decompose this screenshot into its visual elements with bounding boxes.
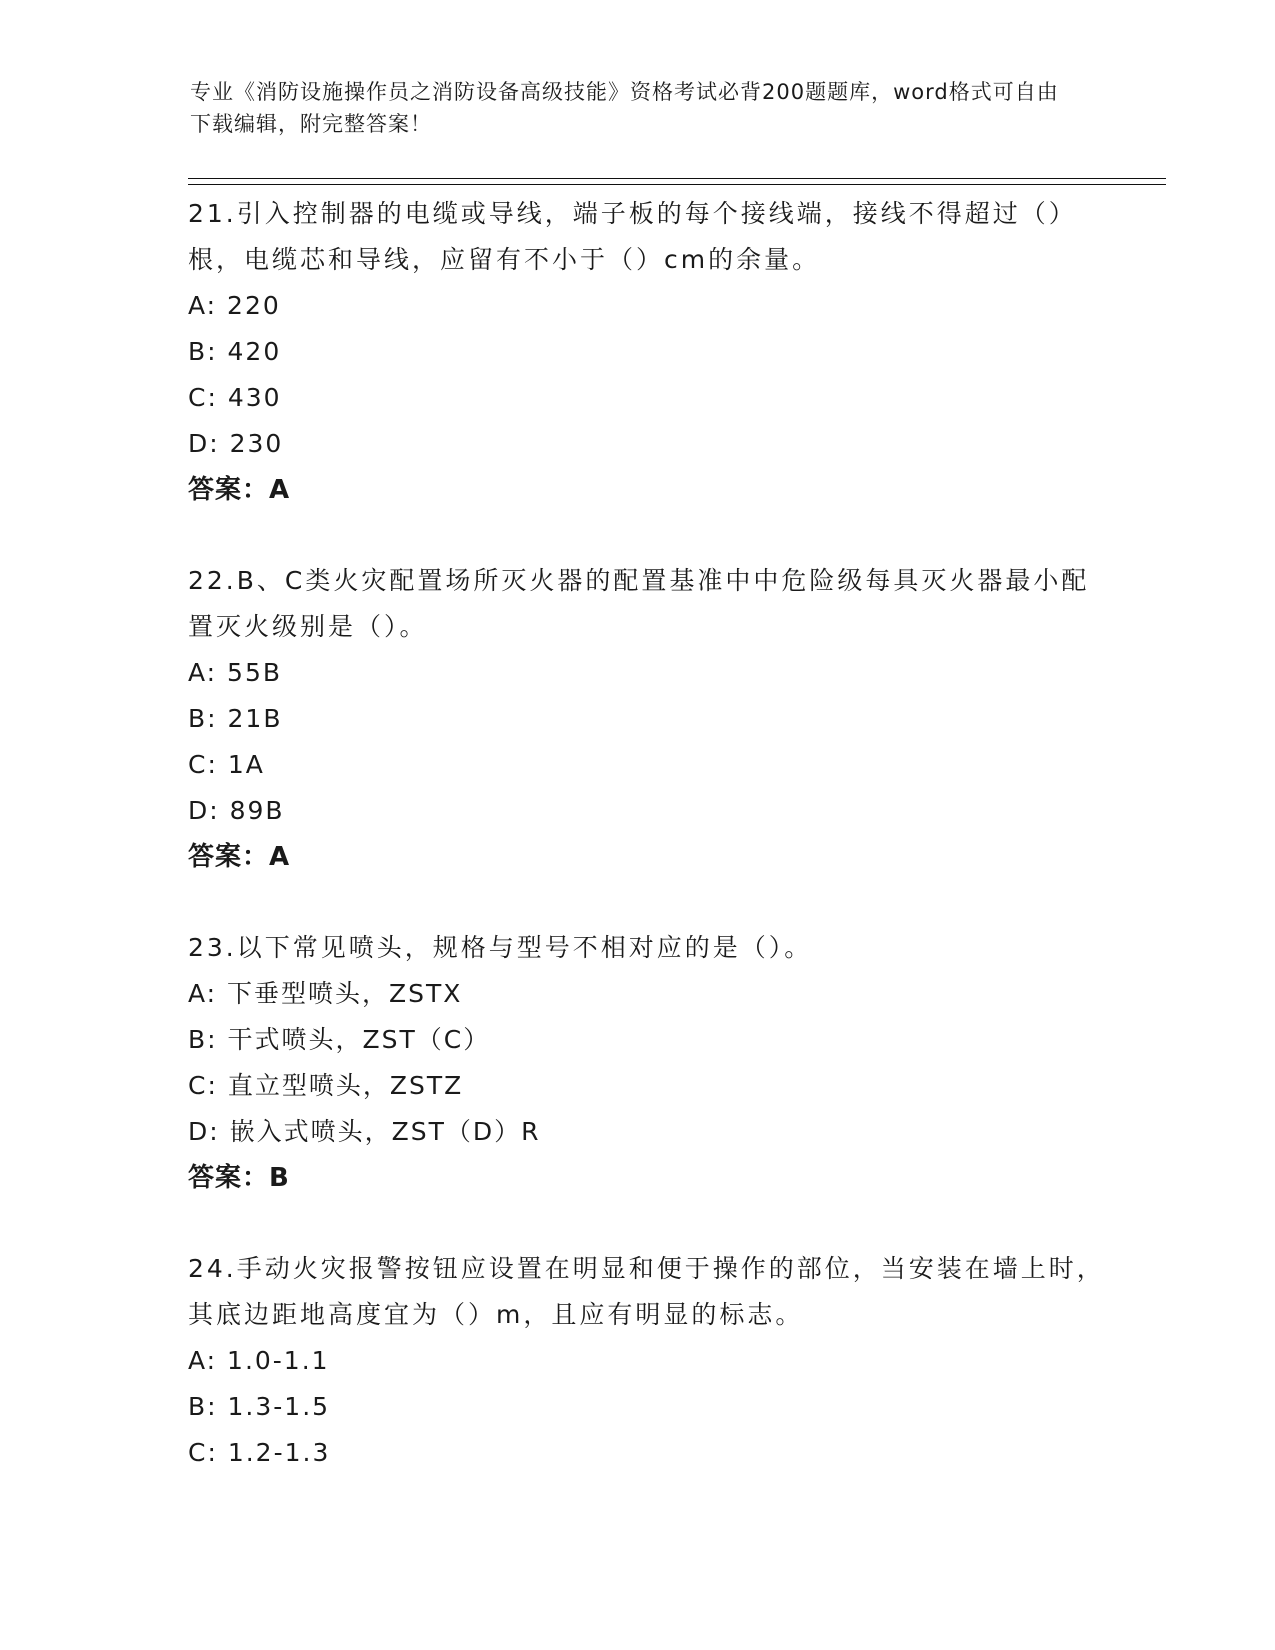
question-text: 24.手动火灾报警按钮应设置在明显和便于操作的部位，当安装在墙上时，其底边距地高度宜为（）m，且应有明显的标志。: [188, 1254, 1105, 1329]
option-c: C: 直立型喷头，ZSTZ: [188, 1071, 464, 1100]
option-d: D: 嵌入式喷头，ZST（D）R: [188, 1117, 541, 1146]
option-d: D: 230: [188, 429, 284, 458]
answer-value: B: [269, 1163, 290, 1193]
answer-line: [188, 834, 1108, 880]
answer-label: 答案：: [188, 475, 270, 505]
question-text: 23.以下常见喷头，规格与型号不相对应的是（）。: [188, 933, 813, 962]
option-a: A: 55B: [188, 658, 282, 687]
question-21: [188, 191, 1108, 513]
question-text: 21.引入控制器的电缆或导线，端子板的每个接线端，接线不得超过（）根，电缆芯和导线，应留有不小于（）cm的余量。: [188, 199, 1077, 274]
answer-line: [188, 467, 1108, 513]
option-a: A: 下垂型喷头，ZSTX: [188, 979, 463, 1008]
answer-label: 答案：: [188, 1163, 270, 1193]
header-divider-top: [188, 178, 1166, 179]
option-a: A: 1.0-1.1: [188, 1346, 330, 1375]
option-b: B: 1.3-1.5: [188, 1392, 331, 1421]
answer-line: [188, 1155, 1108, 1201]
header-divider-bottom: [188, 184, 1166, 185]
option-b: B: 420: [188, 337, 282, 366]
option-c: C: 1A: [188, 750, 265, 779]
option-a: A: 220: [188, 291, 281, 320]
question-list: [188, 191, 1108, 1521]
option-c: C: 1.2-1.3: [188, 1438, 331, 1467]
question-23: [188, 925, 1108, 1201]
answer-value: A: [269, 842, 291, 872]
question-text: 22.B、C类火灾配置场所灭火器的配置基准中中危险级每具灭火器最小配置灭火级别是（）。: [188, 566, 1090, 641]
option-c: C: 430: [188, 383, 282, 412]
question-24: [188, 1246, 1108, 1476]
option-b: B: 干式喷头，ZST（C）: [188, 1025, 491, 1054]
option-d: D: 89B: [188, 796, 285, 825]
question-22: [188, 558, 1108, 880]
document-header: 专业《消防设施操作员之消防设备高级技能》资格考试必背200题题库，word格式可自由下载编辑，附完整答案！: [190, 80, 1059, 136]
answer-label: 答案：: [188, 842, 270, 872]
answer-value: A: [269, 475, 291, 505]
option-b: B: 21B: [188, 704, 283, 733]
